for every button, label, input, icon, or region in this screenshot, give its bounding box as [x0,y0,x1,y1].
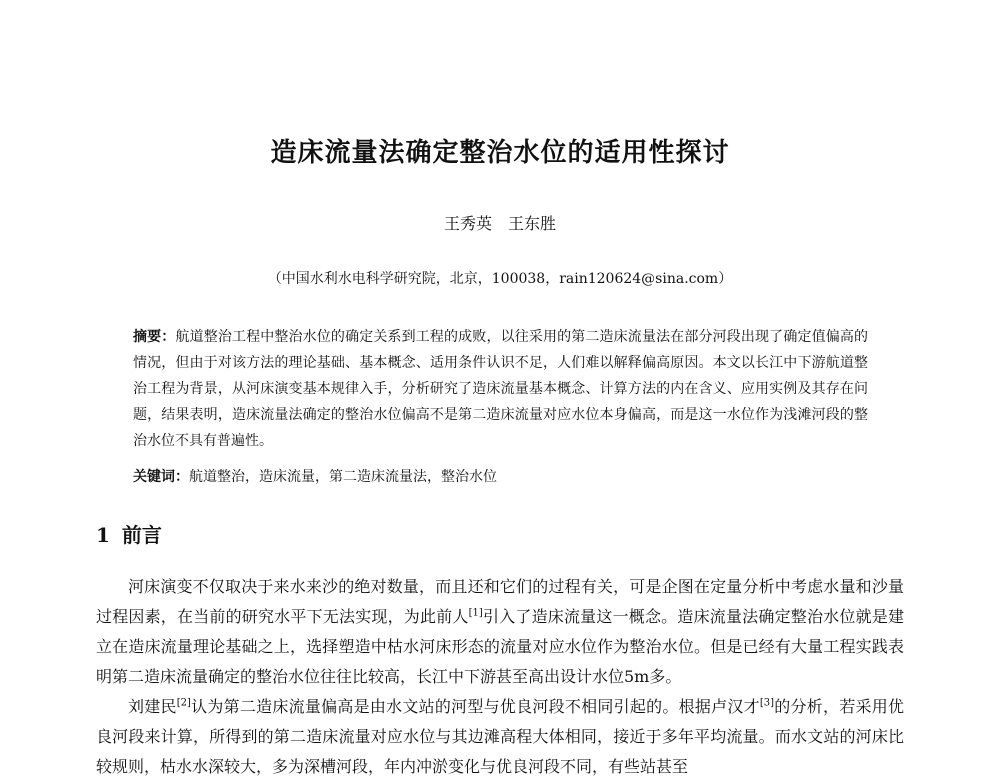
citation-2: [2] [176,697,191,709]
keywords [133,464,868,490]
section-number: 1 [96,523,110,547]
keywords-text: 航道整治，造床流量，第二造床流量法，整治水位 [189,469,497,485]
citation-1: [1] [468,607,483,619]
abstract-label: 摘要： [133,329,176,345]
keywords-label: 关键词： [133,469,189,485]
paragraph-1-text-a: 河床演变不仅取决于来水来沙的绝对数量，而且还和它们的过程有关，可是企图在定量分析中考虑水量和沙量过程因素，在当前的研究水平下无法实现，为此前人 [96,577,904,626]
section-title: 前言 [121,523,162,547]
citation-3: [3] [759,697,774,709]
paper-authors: 王秀英 王东胜 [443,214,556,233]
paragraph-2-text-c: 的分析，若采用优良河段来计算，所得到的第二造床流量对应水位与其边滩高程大体相同，接近于多年平均流量。而水文站的河床比较规则，枯水水深较大，多为深槽河段，年内冲淤变化与优良河段不同，有些站甚至 [96,697,904,776]
paragraph-2-text-a: 刘建民 [128,697,177,716]
paragraph-2 [96,692,904,782]
section-heading [96,519,162,548]
paper-title: 造床流量法确定整治水位的适用性探讨 [270,138,730,168]
abstract [133,324,868,454]
paragraph-2-text-b: 认为第二造床流量偏高是由水文站的河型与优良河段不相同引起的。根据卢汉才 [190,697,760,716]
abstract-text: 航道整治工程中整治水位的确定关系到工程的成败，以往采用的第二造床流量法在部分河段出现了确定值偏高的情况，但由于对该方法的理论基础、基本概念、适用条件认识不足，人们难以解释偏高原因。本文以长江中下游航道整治工程为背景，从河床演变基本规律入手，分析研究了造床流量基本概念、计算方法的内在含义、应用实例及其存在问题，结果表明，造床流量法确定的整治水位偏高不是第二造床流量对应水位本身偏高，而是这一水位作为浅滩河段的整治水位不具有普遍性。 [133,329,869,449]
paragraph-1 [96,572,904,692]
paper-affiliation: （中国水利水电科学研究院，北京，100038，rain120624@sina.com） [267,271,733,287]
body-text [96,572,904,782]
paragraph-1-text-b: 引入了造床流量这一概念。造床流量法确定整治水位就是建立在造床流量理论基础之上，选择塑造中枯水河床形态的流量对应水位作为整治水位。但是已经有大量工程实践表明第二造床流量确定的整治水位往往比较高，长江中下游甚至高出设计水位5m多。 [96,607,904,686]
